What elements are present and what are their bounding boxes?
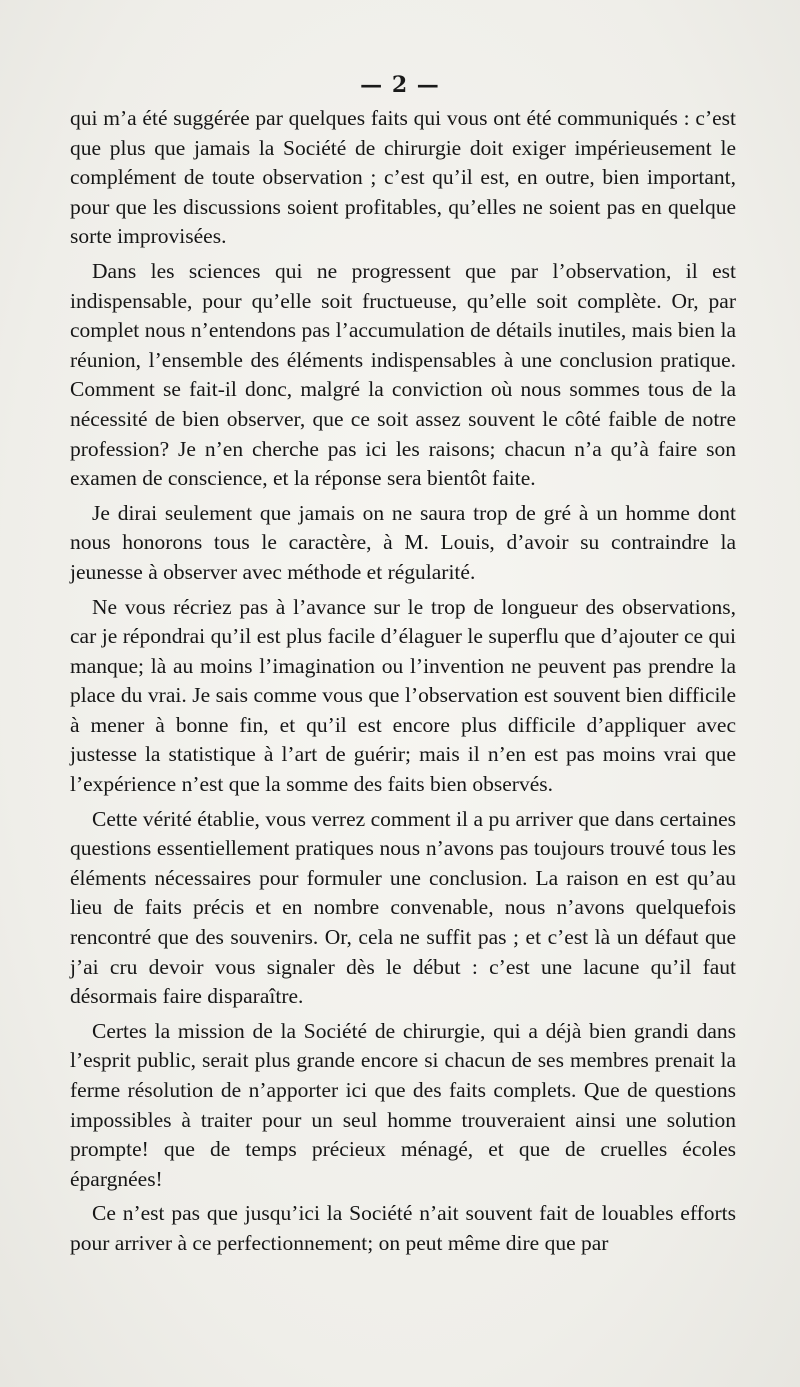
paragraph-4: Ne vous récriez pas à l’avance sur le trop de longueur des observations, car je répondrai qu’il est plus facile d’élaguer le superflu que d’ajouter ce qui manque; là au moins l’imagination ou l’invention ne peuvent pas prendre la place du vrai. Je sais comme vous que l’observation est souvent bien difficile à mener à bonne fin, et qu’il est encore plus difficile d’appliquer avec justesse la statistique à l’art de guérir; mais il n’en est pas moins vrai que l’expérience n’est que la somme des faits bien observés.	[70, 594, 736, 797]
paragraph-3: Je dirai seulement que jamais on ne saura trop de gré à un homme dont nous honorons tous le caractère, à M. Louis, d’avoir su contraindre la jeunesse à observer avec méthode et régularité.	[70, 500, 736, 584]
paragraph-7: Ce n’est pas que jusqu’ici la Société n’ait souvent fait de louables efforts pour arriver à ce perfectionnement; on peut même dire que par	[70, 1201, 736, 1255]
body-text	[70, 104, 736, 1264]
paragraph-5: Cette vérité établie, vous verrez comment il a pu arriver que dans certaines questions essentiellement pratiques nous n’avons pas toujours trouvé tous les éléments nécessaires pour formuler une conclusion. La raison en est qu’au lieu de faits précis et en nombre convenable, nous n’avons quelquefois rencontré que des souvenirs. Or, cela ne suffit pas ; et c’est là un défaut que j’ai cru devoir vous signaler dès le début : c’est une lacune qu’il faut désormais faire disparaître.	[70, 806, 736, 1009]
paragraph-6: Certes la mission de la Société de chirurgie, qui a déjà bien grandi dans l’esprit public, serait plus grande encore si chacun de ses membres prenait la ferme résolution de n’apporter ici que des faits complets. Que de questions impossibles à traiter pour un seul homme trouveraient ainsi une solution prompte! que de temps précieux ménagé, et que de cruelles écoles épargnées!	[70, 1018, 736, 1191]
paragraph-2: Dans les sciences qui ne progressent que par l’observation, il est indispensable, pour qu’elle soit fructueuse, qu’elle soit complète. Or, par complet nous n’entendons pas l’accumulation de détails inutiles, mais bien la réunion, l’ensemble des éléments indispensables à une conclusion pratique. Comment se fait-il donc, malgré la conviction où nous sommes tous de la nécessité de bien observer, que ce soit assez souvent le côté faible de notre profession? Je n’en cherche pas ici les raisons; chacun n’a qu’à faire son examen de conscience, et la réponse sera bientôt faite.	[70, 258, 736, 491]
page-number: — 2 —	[360, 72, 440, 98]
paragraph-1: qui m’a été suggérée par quelques faits qui vous ont été communiqués : c’est que plus que jamais la Société de chirurgie doit exiger impérieusement le complément de toute observation ; c’est qu’il est, en outre, bien important, pour que les discussions soient profitables, qu’elles ne soient pas en quelque sorte improvisées.	[70, 106, 736, 249]
